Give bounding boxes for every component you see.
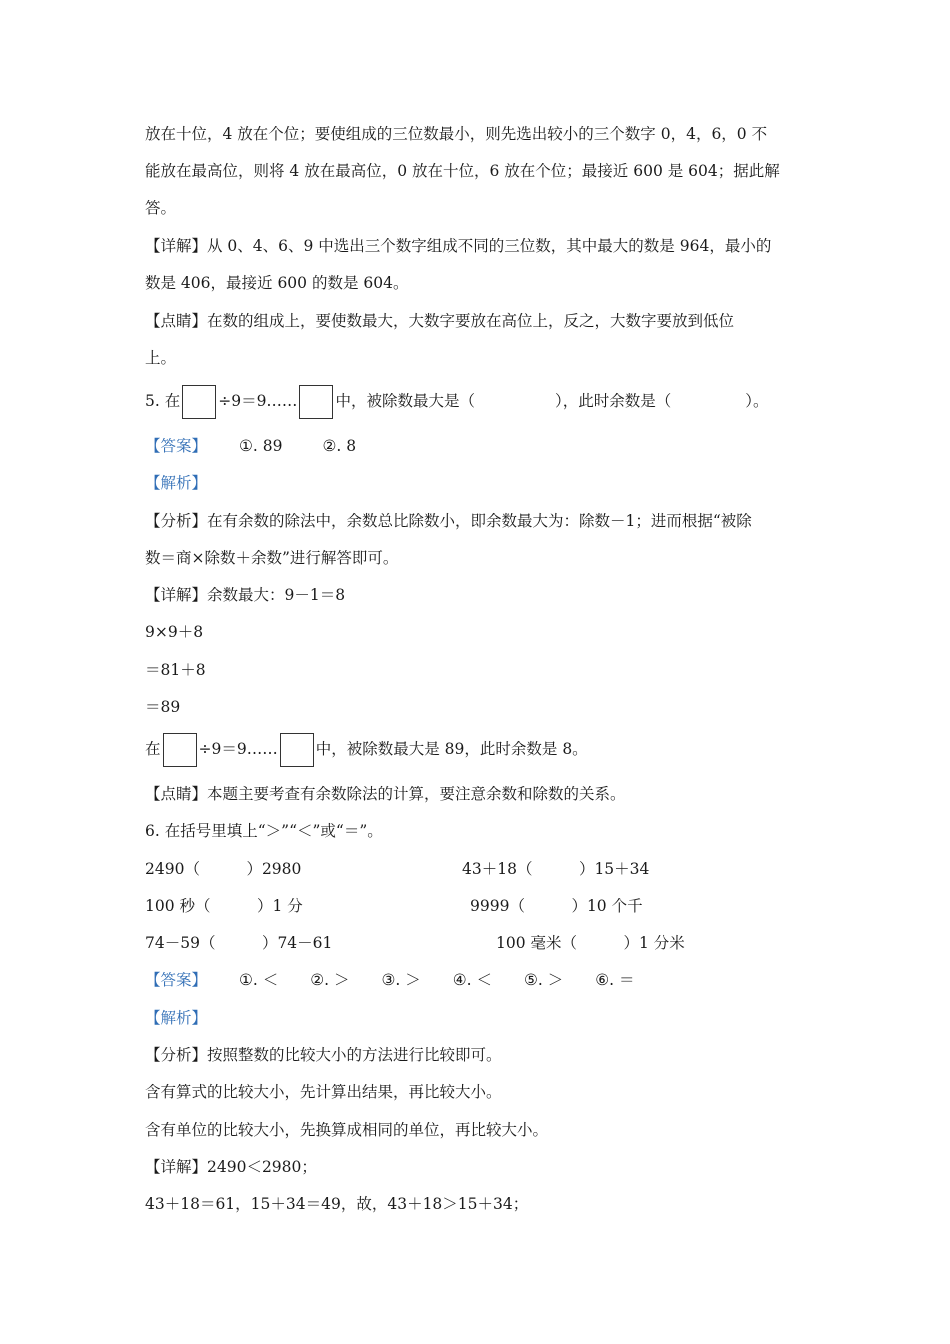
q5-result-suffix: 中，被除数最大是 89，此时余数是 8。 <box>315 740 588 758</box>
q6-answer-4: ④. ＜ <box>452 971 493 989</box>
q5-mid: ÷9＝9…… <box>218 392 298 410</box>
q4-detail-1: 【详解】从 0、4、6、9 中选出三个数字组成不同的三位数，其中最大的数是 964，最小的 <box>145 237 772 255</box>
q5-result-prefix: 在 <box>145 740 161 758</box>
q5-calc-2: ＝81＋8 <box>145 661 206 679</box>
q4-detail-2: 数是 406，最接近 600 的数是 604。 <box>145 274 409 292</box>
q6-answer-6: ⑥. ＝ <box>595 971 635 989</box>
q6-answer-label: 【答案】 <box>145 971 208 989</box>
q5-prefix: 5. 在 <box>145 392 181 410</box>
q5-result-mid: ÷9＝9…… <box>198 740 278 758</box>
q6-row-2-right: 9999（ ）10 个千 <box>470 897 643 915</box>
q5-tip: 【点睛】本题主要考查有余数除法的计算，要注意余数和除数的关系。 <box>145 785 626 803</box>
q6-analysis-label: 【解析】 <box>145 1009 208 1027</box>
q5-detail-1: 【详解】余数最大：9－1＝8 <box>145 586 346 604</box>
result-dividend-box <box>163 733 197 767</box>
q6-answer-3: ③. ＞ <box>381 971 421 989</box>
q6-row-1-left: 2490（ ）2980 <box>145 860 302 878</box>
q5-answer-1: ①. 89 <box>239 437 283 455</box>
q6-detail-1: 【详解】2490＜2980； <box>145 1158 317 1176</box>
q5-analysis-1: 【分析】在有余数的除法中，余数总比除数小，即余数最大为：除数－1；进而根据“被除 <box>145 512 752 530</box>
q5-question <box>145 384 768 419</box>
q6-row-1-right: 43＋18（ ）15＋34 <box>462 860 650 878</box>
answer-label: 【答案】 <box>145 437 208 455</box>
q6-answer-2: ②. ＞ <box>310 971 350 989</box>
q4-tip-2: 上。 <box>145 349 177 367</box>
q6-row-3-left: 74－59（ ）74－61 <box>145 934 333 952</box>
q6-analysis-1: 【分析】按照整数的比较大小的方法进行比较即可。 <box>145 1046 502 1064</box>
q6-analysis-2: 含有算式的比较大小，先计算出结果，再比较大小。 <box>145 1083 502 1101</box>
q6-answer-5: ⑤. ＞ <box>524 971 564 989</box>
q5-result <box>145 732 588 767</box>
q5-answer-2: ②. 8 <box>322 437 357 455</box>
intro-line-3: 答。 <box>145 199 177 217</box>
result-remainder-box <box>280 733 314 767</box>
q6-answer <box>145 970 635 990</box>
q5-calc-1: 9×9＋8 <box>145 623 204 641</box>
remainder-box <box>299 385 333 419</box>
q6-answer-1: ①. ＜ <box>239 971 279 989</box>
q5-analysis-2: 数＝商×除数＋余数”进行解答即可。 <box>145 549 399 567</box>
intro-line-1: 放在十位，4 放在个位；要使组成的三位数最小，则先选出较小的三个数字 0，4，6，0 不 <box>145 125 768 143</box>
q6-row-3-right: 100 毫米（ ）1 分米 <box>496 934 685 952</box>
q5-suffix-a: 中，被除数最大是（ <box>335 392 475 410</box>
q6-row-2-left: 100 秒（ ）1 分 <box>145 897 303 915</box>
q5-calc-3: ＝89 <box>145 698 181 716</box>
q6-detail-2: 43＋18＝61，15＋34＝49，故，43＋18＞15＋34； <box>145 1195 529 1213</box>
intro-line-2: 能放在最高位，则将 4 放在最高位，0 放在十位，6 放在个位；最接近 600 是 604；据此解 <box>145 162 780 180</box>
q4-tip-1: 【点睛】在数的组成上，要使数最大，大数字要放在高位上，反之，大数字要放到低位 <box>145 312 735 330</box>
q6-title: 6. 在括号里填上“＞”“＜”或“＝”。 <box>145 822 383 840</box>
q5-analysis-label: 【解析】 <box>145 474 208 492</box>
q5-suffix-b: ），此时余数是（ <box>554 392 672 410</box>
q5-answer <box>145 436 356 456</box>
q5-suffix-c: ）。 <box>745 392 769 410</box>
dividend-box <box>182 385 216 419</box>
q6-analysis-3: 含有单位的比较大小，先换算成相同的单位，再比较大小。 <box>145 1121 549 1139</box>
